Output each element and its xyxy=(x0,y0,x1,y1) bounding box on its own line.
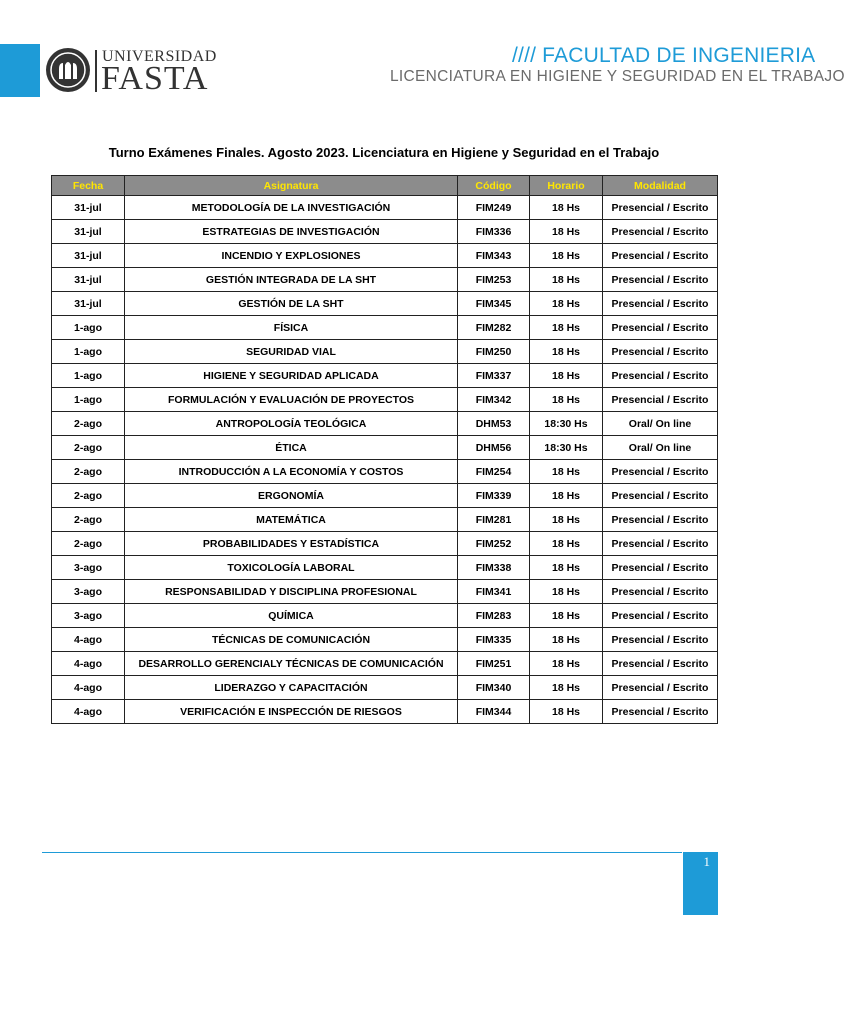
table-row xyxy=(52,388,718,412)
cell-fecha: 31-jul xyxy=(52,268,125,292)
cell-horario: 18 Hs xyxy=(530,484,603,508)
page-number-box xyxy=(683,852,718,915)
cell-asignatura: QUÍMICA xyxy=(125,604,458,628)
cell-codigo: FIM251 xyxy=(458,652,530,676)
cell-modalidad: Presencial / Escrito xyxy=(603,676,718,700)
cell-codigo: FIM252 xyxy=(458,532,530,556)
cell-fecha: 1-ago xyxy=(52,316,125,340)
table-row xyxy=(52,508,718,532)
exam-schedule-table xyxy=(51,175,718,724)
cell-codigo: FIM253 xyxy=(458,268,530,292)
table-row xyxy=(52,340,718,364)
cell-modalidad: Oral/ On line xyxy=(603,412,718,436)
cell-horario: 18:30 Hs xyxy=(530,436,603,460)
cell-asignatura: LIDERAZGO Y CAPACITACIÓN xyxy=(125,676,458,700)
column-header-horario: Horario xyxy=(530,176,603,196)
cell-horario: 18 Hs xyxy=(530,220,603,244)
column-header-fecha: Fecha xyxy=(52,176,125,196)
cell-codigo: FIM343 xyxy=(458,244,530,268)
cell-asignatura: INTRODUCCIÓN A LA ECONOMÍA Y COSTOS xyxy=(125,460,458,484)
column-header-asignatura: Asignatura xyxy=(125,176,458,196)
table-row xyxy=(52,676,718,700)
table-row xyxy=(52,292,718,316)
cell-fecha: 3-ago xyxy=(52,580,125,604)
document-title: Turno Exámenes Finales. Agosto 2023. Licenciatura en Higiene y Seguridad en el Trabajo xyxy=(108,145,660,160)
cell-modalidad: Presencial / Escrito xyxy=(603,556,718,580)
cell-fecha: 3-ago xyxy=(52,604,125,628)
table-row xyxy=(52,460,718,484)
cell-modalidad: Presencial / Escrito xyxy=(603,340,718,364)
cell-codigo: FIM281 xyxy=(458,508,530,532)
logo-name-text: FASTA xyxy=(101,60,209,97)
cell-horario: 18:30 Hs xyxy=(530,412,603,436)
cell-fecha: 2-ago xyxy=(52,412,125,436)
cell-modalidad: Presencial / Escrito xyxy=(603,196,718,220)
cell-codigo: FIM342 xyxy=(458,388,530,412)
cell-codigo: FIM338 xyxy=(458,556,530,580)
table-row xyxy=(52,652,718,676)
cell-horario: 18 Hs xyxy=(530,316,603,340)
column-header-modalidad: Modalidad xyxy=(603,176,718,196)
cell-modalidad: Presencial / Escrito xyxy=(603,484,718,508)
cell-horario: 18 Hs xyxy=(530,292,603,316)
cell-modalidad: Presencial / Escrito xyxy=(603,532,718,556)
cell-fecha: 3-ago xyxy=(52,556,125,580)
university-logo xyxy=(46,46,217,97)
cell-asignatura: ÉTICA xyxy=(125,436,458,460)
cell-horario: 18 Hs xyxy=(530,460,603,484)
cell-asignatura: DESARROLLO GERENCIALY TÉCNICAS DE COMUNICACIÓN xyxy=(125,652,458,676)
page-number: 1 xyxy=(703,854,710,869)
cell-asignatura: PROBABILIDADES Y ESTADÍSTICA xyxy=(125,532,458,556)
cell-codigo: FIM340 xyxy=(458,676,530,700)
cell-horario: 18 Hs xyxy=(530,580,603,604)
cell-codigo: FIM339 xyxy=(458,484,530,508)
cell-asignatura: VERIFICACIÓN E INSPECCIÓN DE RIESGOS xyxy=(125,700,458,724)
cell-modalidad: Presencial / Escrito xyxy=(603,604,718,628)
cell-asignatura: FORMULACIÓN Y EVALUACIÓN DE PROYECTOS xyxy=(125,388,458,412)
cell-asignatura: INCENDIO Y EXPLOSIONES xyxy=(125,244,458,268)
faculty-name: //// FACULTAD DE INGENIERIA xyxy=(512,44,816,67)
logo-divider xyxy=(95,50,97,92)
table-row xyxy=(52,364,718,388)
cell-asignatura: ANTROPOLOGÍA TEOLÓGICA xyxy=(125,412,458,436)
cell-fecha: 4-ago xyxy=(52,676,125,700)
cell-asignatura: RESPONSABILIDAD Y DISCIPLINA PROFESIONAL xyxy=(125,580,458,604)
table-row xyxy=(52,412,718,436)
cell-codigo: DHM53 xyxy=(458,412,530,436)
cell-codigo: DHM56 xyxy=(458,436,530,460)
cell-horario: 18 Hs xyxy=(530,556,603,580)
cell-horario: 18 Hs xyxy=(530,388,603,412)
column-header-codigo: Código xyxy=(458,176,530,196)
table-row xyxy=(52,220,718,244)
table-row xyxy=(52,436,718,460)
cell-fecha: 1-ago xyxy=(52,340,125,364)
cell-horario: 18 Hs xyxy=(530,604,603,628)
cell-asignatura: HIGIENE Y SEGURIDAD APLICADA xyxy=(125,364,458,388)
cell-codigo: FIM283 xyxy=(458,604,530,628)
cell-fecha: 2-ago xyxy=(52,460,125,484)
table-row xyxy=(52,244,718,268)
cell-horario: 18 Hs xyxy=(530,532,603,556)
cell-asignatura: ESTRATEGIAS DE INVESTIGACIÓN xyxy=(125,220,458,244)
cell-fecha: 2-ago xyxy=(52,436,125,460)
table-row xyxy=(52,196,718,220)
table-row xyxy=(52,484,718,508)
cell-modalidad: Presencial / Escrito xyxy=(603,652,718,676)
table-header-row xyxy=(52,176,718,196)
logo-emblem-icon xyxy=(46,48,90,92)
cell-horario: 18 Hs xyxy=(530,508,603,532)
cell-codigo: FIM336 xyxy=(458,220,530,244)
cell-codigo: FIM335 xyxy=(458,628,530,652)
table-row xyxy=(52,628,718,652)
cell-asignatura: GESTIÓN INTEGRADA DE LA SHT xyxy=(125,268,458,292)
cell-codigo: FIM337 xyxy=(458,364,530,388)
cell-modalidad: Presencial / Escrito xyxy=(603,628,718,652)
cell-asignatura: MATEMÁTICA xyxy=(125,508,458,532)
cell-asignatura: SEGURIDAD VIAL xyxy=(125,340,458,364)
cell-modalidad: Presencial / Escrito xyxy=(603,292,718,316)
cell-horario: 18 Hs xyxy=(530,676,603,700)
cell-horario: 18 Hs xyxy=(530,268,603,292)
cell-asignatura: GESTIÓN DE LA SHT xyxy=(125,292,458,316)
cell-horario: 18 Hs xyxy=(530,340,603,364)
cell-codigo: FIM282 xyxy=(458,316,530,340)
cell-asignatura: FÍSICA xyxy=(125,316,458,340)
table-row xyxy=(52,700,718,724)
cell-modalidad: Presencial / Escrito xyxy=(603,316,718,340)
table-row xyxy=(52,532,718,556)
cell-codigo: FIM345 xyxy=(458,292,530,316)
cell-horario: 18 Hs xyxy=(530,652,603,676)
cell-codigo: FIM341 xyxy=(458,580,530,604)
cell-fecha: 4-ago xyxy=(52,700,125,724)
cell-modalidad: Presencial / Escrito xyxy=(603,700,718,724)
cell-fecha: 1-ago xyxy=(52,364,125,388)
cell-fecha: 1-ago xyxy=(52,388,125,412)
cell-horario: 18 Hs xyxy=(530,196,603,220)
table-row xyxy=(52,580,718,604)
logo-university-text: UNIVERSIDAD xyxy=(102,48,217,65)
cell-fecha: 31-jul xyxy=(52,196,125,220)
table-row xyxy=(52,316,718,340)
cell-fecha: 31-jul xyxy=(52,292,125,316)
cell-horario: 18 Hs xyxy=(530,700,603,724)
cell-fecha: 2-ago xyxy=(52,532,125,556)
cell-codigo: FIM249 xyxy=(458,196,530,220)
cell-fecha: 31-jul xyxy=(52,244,125,268)
cell-asignatura: TÉCNICAS DE COMUNICACIÓN xyxy=(125,628,458,652)
cell-codigo: FIM344 xyxy=(458,700,530,724)
header-accent-tab xyxy=(0,44,40,97)
cell-asignatura: METODOLOGÍA DE LA INVESTIGACIÓN xyxy=(125,196,458,220)
cell-fecha: 4-ago xyxy=(52,652,125,676)
cell-codigo: FIM250 xyxy=(458,340,530,364)
cell-modalidad: Oral/ On line xyxy=(603,436,718,460)
cell-fecha: 31-jul xyxy=(52,220,125,244)
cell-horario: 18 Hs xyxy=(530,628,603,652)
cell-modalidad: Presencial / Escrito xyxy=(603,388,718,412)
table-row xyxy=(52,268,718,292)
cell-fecha: 4-ago xyxy=(52,628,125,652)
cell-modalidad: Presencial / Escrito xyxy=(603,508,718,532)
footer-divider xyxy=(42,852,682,853)
table-row xyxy=(52,604,718,628)
cell-codigo: FIM254 xyxy=(458,460,530,484)
career-name: LICENCIATURA EN HIGIENE Y SEGURIDAD EN EL TRABAJO xyxy=(390,68,845,85)
table-row xyxy=(52,556,718,580)
cell-modalidad: Presencial / Escrito xyxy=(603,220,718,244)
cell-horario: 18 Hs xyxy=(530,364,603,388)
cell-fecha: 2-ago xyxy=(52,508,125,532)
cell-asignatura: TOXICOLOGÍA LABORAL xyxy=(125,556,458,580)
cell-horario: 18 Hs xyxy=(530,244,603,268)
cell-modalidad: Presencial / Escrito xyxy=(603,244,718,268)
cell-fecha: 2-ago xyxy=(52,484,125,508)
cell-modalidad: Presencial / Escrito xyxy=(603,268,718,292)
cell-asignatura: ERGONOMÍA xyxy=(125,484,458,508)
cell-modalidad: Presencial / Escrito xyxy=(603,460,718,484)
cell-modalidad: Presencial / Escrito xyxy=(603,364,718,388)
cell-modalidad: Presencial / Escrito xyxy=(603,580,718,604)
